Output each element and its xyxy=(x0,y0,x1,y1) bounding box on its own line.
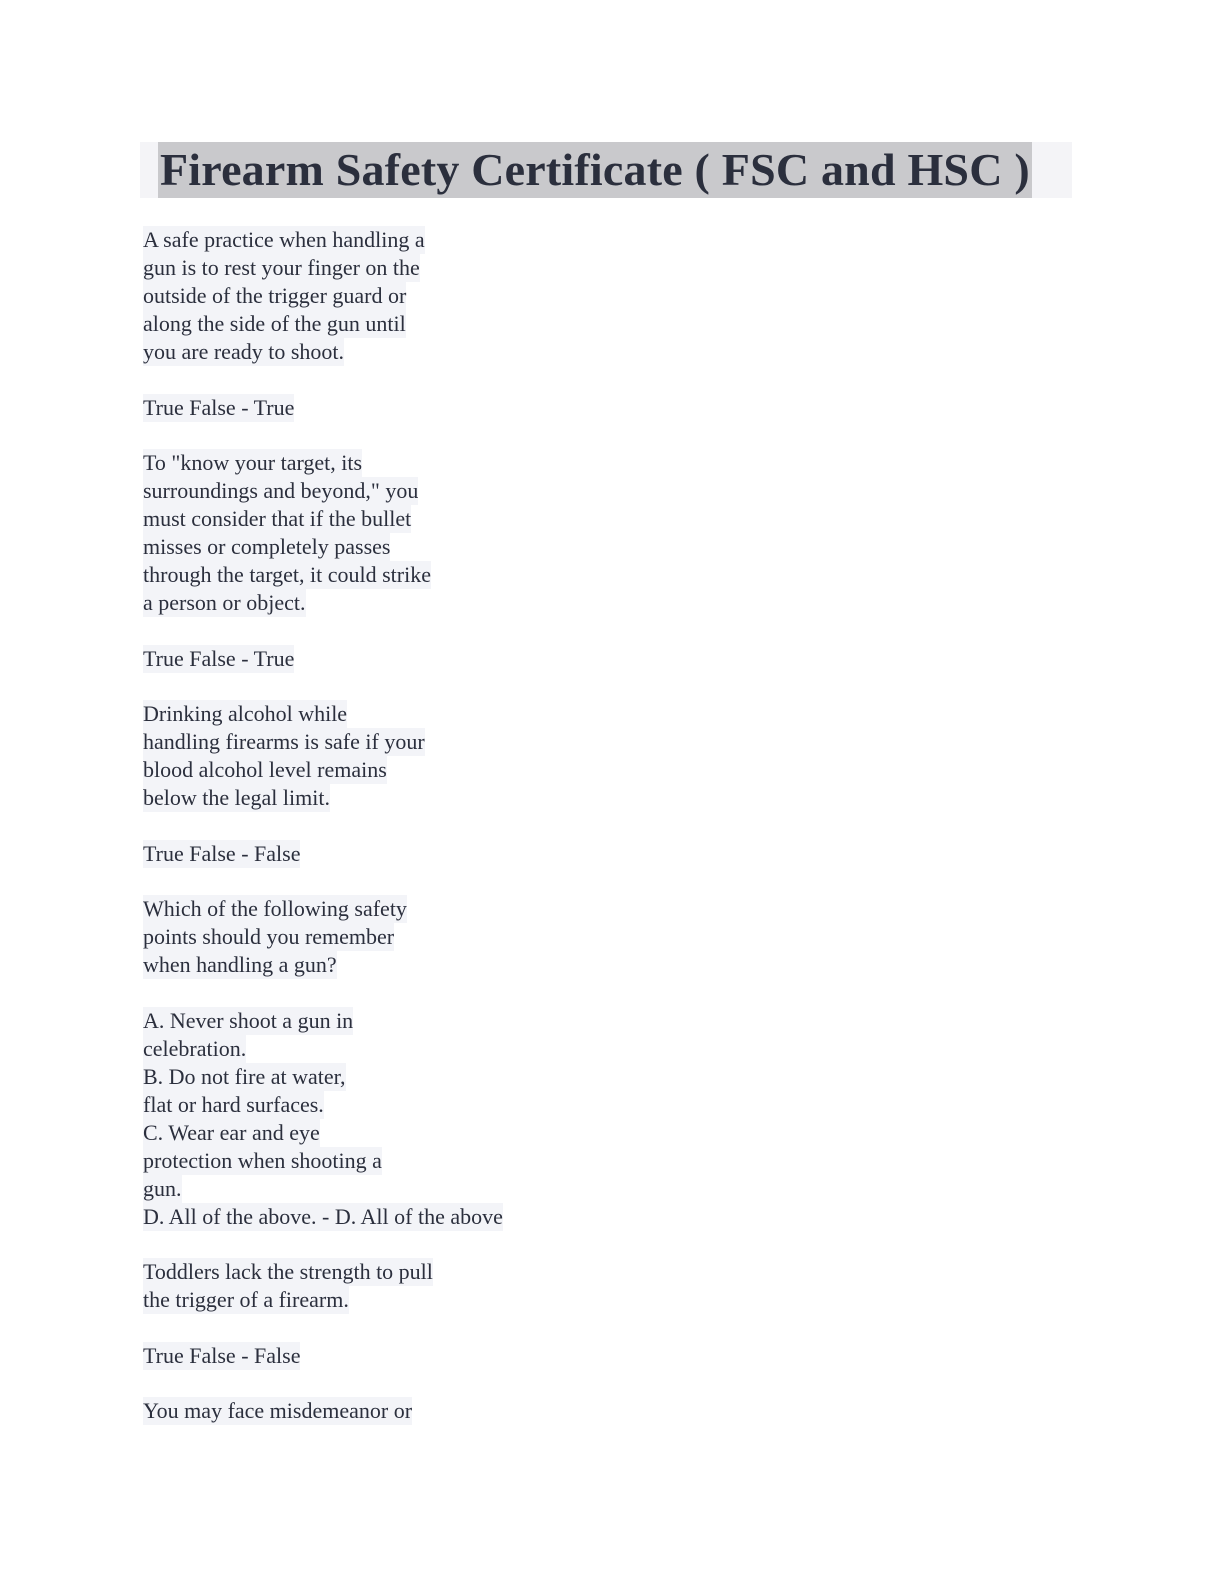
text-line-content: through the target, it could strike xyxy=(143,562,431,587)
answer-block xyxy=(143,394,743,422)
text-line-content: surroundings and beyond," you xyxy=(143,478,419,503)
text-line xyxy=(143,1286,743,1314)
text-line xyxy=(143,282,743,310)
text-line-content: Which of the following safety xyxy=(143,896,407,921)
question-block xyxy=(143,700,743,812)
text-line-content: when handling a gun? xyxy=(143,952,337,977)
answer-block xyxy=(143,840,743,868)
options-block xyxy=(143,1007,743,1231)
text-line-content: You may face misdemeanor or xyxy=(143,1398,413,1423)
text-line-content: A safe practice when handling a xyxy=(143,227,425,252)
text-line xyxy=(143,310,743,338)
text-line-content: must consider that if the bullet xyxy=(143,506,412,531)
text-line xyxy=(143,1091,743,1119)
answer-block xyxy=(143,1342,743,1370)
answer-block xyxy=(143,645,743,673)
text-line xyxy=(143,226,743,254)
text-line xyxy=(143,394,743,422)
text-line xyxy=(143,477,743,505)
text-line xyxy=(143,561,743,589)
text-line xyxy=(143,1063,743,1091)
text-line xyxy=(143,449,743,477)
text-line xyxy=(143,254,743,282)
text-line xyxy=(143,1342,743,1370)
text-line-content: points should you remember xyxy=(143,924,395,949)
document-body xyxy=(143,226,743,1453)
text-line xyxy=(143,1035,743,1063)
text-line-content: A. Never shoot a gun in xyxy=(143,1007,354,1033)
question-block xyxy=(143,1397,743,1425)
text-line xyxy=(143,784,743,812)
question-block xyxy=(143,226,743,366)
text-line-content: celebration. xyxy=(143,1035,247,1061)
text-line-content: True False - True xyxy=(143,394,295,420)
text-line-content: gun is to rest your finger on the xyxy=(143,255,420,280)
text-line-content: D. All of the above. - D. All of the above xyxy=(143,1203,503,1229)
text-line xyxy=(143,589,743,617)
text-line-content: misses or completely passes xyxy=(143,534,391,559)
text-line-content: True False - True xyxy=(143,645,295,671)
text-line xyxy=(143,1203,743,1231)
text-line-content: Toddlers lack the strength to pull xyxy=(143,1259,433,1284)
text-line xyxy=(143,645,743,673)
text-line xyxy=(143,338,743,366)
text-line-content: blood alcohol level remains xyxy=(143,757,387,782)
text-line xyxy=(143,1119,743,1147)
text-line xyxy=(143,1397,743,1425)
text-line-content: the trigger of a firearm. xyxy=(143,1287,349,1312)
text-line xyxy=(143,756,743,784)
text-line xyxy=(143,895,743,923)
question-block xyxy=(143,449,743,617)
page-title: Firearm Safety Certificate ( FSC and HSC ) xyxy=(158,142,1032,198)
text-line-content: along the side of the gun until xyxy=(143,311,406,336)
text-line xyxy=(143,505,743,533)
text-line xyxy=(143,1258,743,1286)
text-line-content: flat or hard surfaces. xyxy=(143,1091,324,1117)
text-line-content: outside of the trigger guard or xyxy=(143,283,407,308)
text-line xyxy=(143,728,743,756)
text-line-content: gun. xyxy=(143,1175,182,1201)
text-line-content: protection when shooting a xyxy=(143,1147,382,1173)
text-line xyxy=(143,840,743,868)
text-line-content: B. Do not fire at water, xyxy=(143,1063,346,1089)
text-line xyxy=(143,951,743,979)
text-line xyxy=(143,1007,743,1035)
text-line xyxy=(143,533,743,561)
text-line-content: a person or object. xyxy=(143,590,306,615)
text-line-content: C. Wear ear and eye xyxy=(143,1119,320,1145)
text-line-content: To "know your target, its xyxy=(143,450,363,475)
text-line-content: below the legal limit. xyxy=(143,785,330,810)
text-line xyxy=(143,1147,743,1175)
question-block xyxy=(143,1258,743,1314)
text-line-content: True False - False xyxy=(143,840,301,866)
text-line-content: True False - False xyxy=(143,1342,301,1368)
question-block xyxy=(143,895,743,979)
text-line xyxy=(143,923,743,951)
text-line-content: you are ready to shoot. xyxy=(143,339,344,364)
text-line-content: Drinking alcohol while xyxy=(143,701,348,726)
text-line xyxy=(143,700,743,728)
text-line-content: handling firearms is safe if your xyxy=(143,729,425,754)
text-line xyxy=(143,1175,743,1203)
